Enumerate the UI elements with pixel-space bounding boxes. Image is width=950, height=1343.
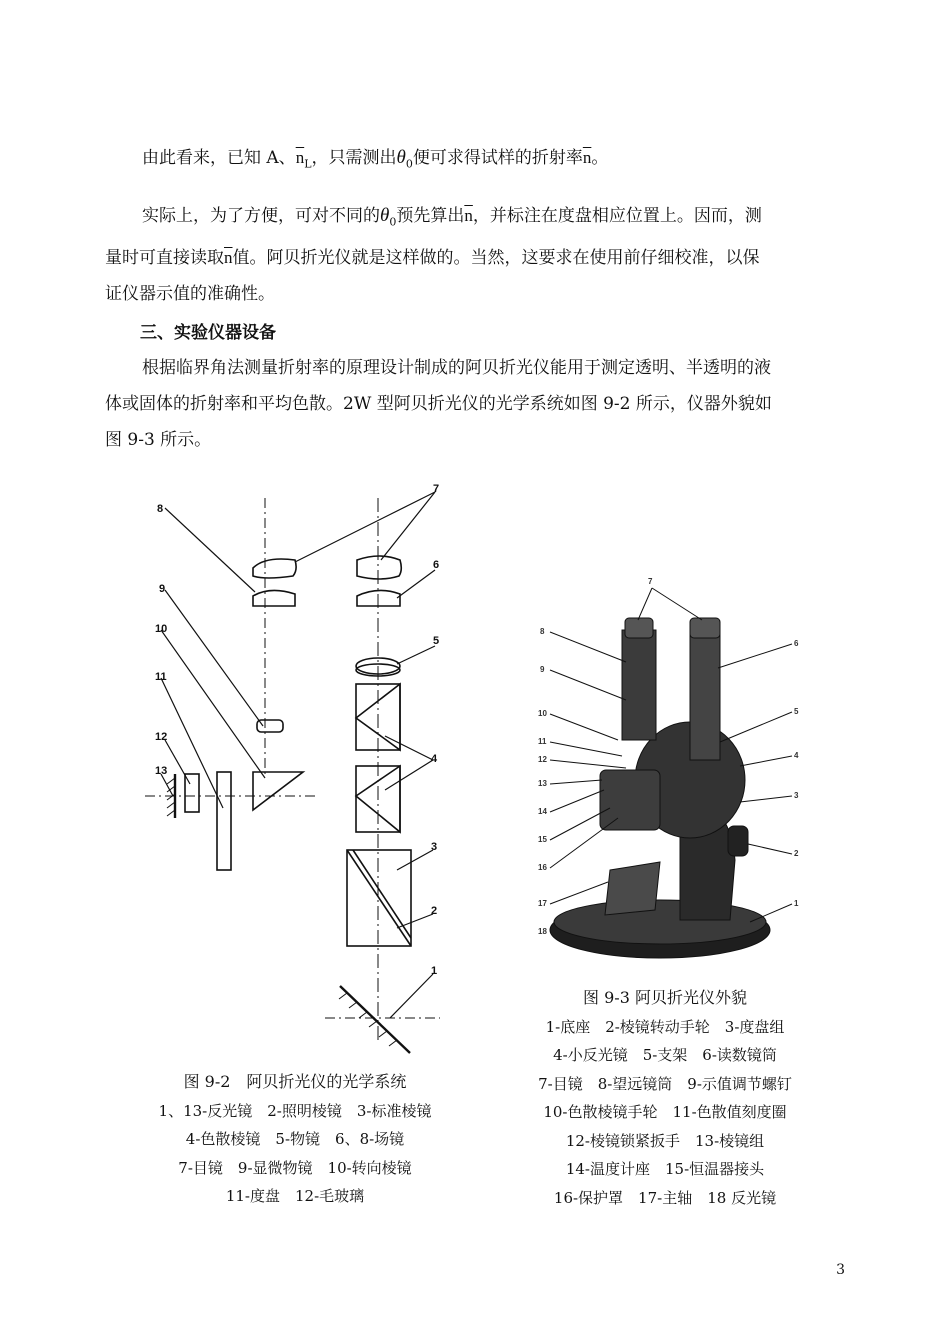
fig3-label: 13 <box>538 779 547 788</box>
fig2-label: 10 <box>155 623 168 635</box>
subscript: 0 <box>405 157 413 171</box>
text: 。 <box>591 148 609 168</box>
reading-tube <box>690 630 720 760</box>
paragraph-1 <box>105 140 850 182</box>
text: 根据临界角法测量折射率的原理设计制成的阿贝折光仪能用于测定透明、半透明的液 <box>142 358 771 378</box>
n-bar-symbol: $\overline{n}$ <box>464 206 473 225</box>
paragraph-2 <box>105 198 850 312</box>
text: 预先算出 <box>396 206 465 226</box>
fig2-label: 13 <box>155 765 168 777</box>
fig3-label: 8 <box>540 627 545 636</box>
subscript: L <box>304 157 312 171</box>
fig2-label: 5 <box>433 635 440 647</box>
fig2-label: 11 <box>155 671 167 683</box>
legend-line: 12-棱镜锁紧扳手 13-棱镜组 <box>565 1131 765 1150</box>
text: 证仪器示值的准确性。 <box>105 284 275 305</box>
fig2-label: 2 <box>431 905 438 917</box>
fig2-label: 3 <box>431 841 438 853</box>
n-bar-symbol: $\overline{n}$ <box>295 148 305 167</box>
legend-line: 11-度盘 12-毛玻璃 <box>225 1187 365 1205</box>
legend-line: 4-色散棱镜 5-物镜 6、8-场镜 <box>185 1130 405 1148</box>
legend-line: 4-小反光镜 5-支架 6-读数镜筒 <box>553 1046 777 1064</box>
fig3-label: 3 <box>794 791 799 800</box>
fig3-label: 7 <box>648 577 653 586</box>
subscript: 0 <box>389 215 397 229</box>
text: ，只需测出 <box>311 148 397 168</box>
legend-line: 7-目镜 8-望远镜筒 9-示值调节螺钉 <box>538 1074 792 1093</box>
mirror-1 <box>340 986 410 1053</box>
fig2-label: 1 <box>431 965 438 977</box>
prism-knob <box>728 826 748 856</box>
turning-prism <box>253 772 303 810</box>
theta-symbol: θ <box>380 205 390 226</box>
legend-line: 10-色散棱镜手轮 11-色散值刻度圈 <box>543 1103 787 1121</box>
fig3-label: 12 <box>538 755 547 764</box>
fig3-label: 11 <box>538 737 547 746</box>
page-number: 3 <box>836 1262 845 1278</box>
fig2-label: 4 <box>431 753 438 765</box>
legend-line: 7-目镜 9-显微物镜 10-转向棱镜 <box>178 1158 412 1177</box>
fig2-label: 8 <box>157 503 164 515</box>
paragraph-3 <box>105 350 850 458</box>
text: 量时可直接读取 <box>105 248 224 269</box>
section-heading: 三、实验仪器设备 <box>140 323 276 343</box>
text: 由此看来，已知 A、 <box>142 148 296 168</box>
fig3-label: 2 <box>794 849 799 858</box>
fig2-label: 6 <box>433 559 440 571</box>
fig3-label: 1 <box>794 899 799 908</box>
text: 实际上，为了方便，可对不同的 <box>142 206 380 226</box>
legend-line: 16-保护罩 17-主轴 18 反光镜 <box>553 1188 777 1207</box>
fig2-label: 12 <box>155 731 168 743</box>
eyepiece-left <box>253 559 296 578</box>
caption-title: 图 9-2 阿贝折光仪的光学系统 <box>183 1072 407 1091</box>
fig3-label: 15 <box>538 835 547 844</box>
field-lens-left <box>253 590 295 606</box>
microscope-objective <box>257 720 283 732</box>
fig3-label: 9 <box>540 665 545 674</box>
fig2-label: 7 <box>433 483 440 495</box>
fig3-label: 5 <box>794 707 799 716</box>
dial <box>217 772 231 870</box>
fig3-label: 4 <box>794 751 799 760</box>
caption-title: 图 9-3 阿贝折光仪外貌 <box>583 988 747 1007</box>
telescope-tube <box>622 630 656 740</box>
text: 体或固体的折射率和平均色散。2W 型阿贝折光仪的光学系统如图 9-2 所示，仪器外貌如 <box>105 394 772 414</box>
theta-symbol: θ <box>396 147 406 168</box>
prism-group <box>600 770 660 830</box>
fig3-label: 10 <box>538 709 547 718</box>
eyepiece-right <box>357 556 401 579</box>
figure-9-3-caption <box>495 984 835 1212</box>
fig3-label: 18 <box>538 927 547 936</box>
figure-9-2-diagram <box>135 478 465 1063</box>
fig3-label: 17 <box>538 899 547 908</box>
fig2-label: 9 <box>159 583 166 595</box>
legend-line: 1-底座 2-棱镜转动手轮 3-度盘组 <box>545 1017 785 1036</box>
text: ，并标注在度盘相应位置上。因而，测 <box>472 206 762 226</box>
fig3-label: 6 <box>794 639 799 648</box>
legend-line: 1、13-反光镜 2-照明棱镜 3-标准棱镜 <box>158 1101 432 1120</box>
text: 便可求得试样的折射率 <box>412 148 583 168</box>
fig3-label: 14 <box>538 807 547 816</box>
text: 图 9-3 所示。 <box>105 430 212 450</box>
fig3-label: 16 <box>538 863 547 872</box>
n-bar-symbol: $\overline{n}$ <box>224 248 233 268</box>
reflector <box>605 862 660 915</box>
legend-line: 14-温度计座 15-恒温器接头 <box>565 1160 765 1178</box>
n-bar-symbol: $\overline{n}$ <box>582 148 592 167</box>
figure-9-2-caption <box>115 1068 475 1211</box>
text: 值。阿贝折光仪就是这样做的。当然，这要求在使用前仔细校准，以保 <box>232 248 760 269</box>
figure-9-3-photo <box>530 570 810 970</box>
